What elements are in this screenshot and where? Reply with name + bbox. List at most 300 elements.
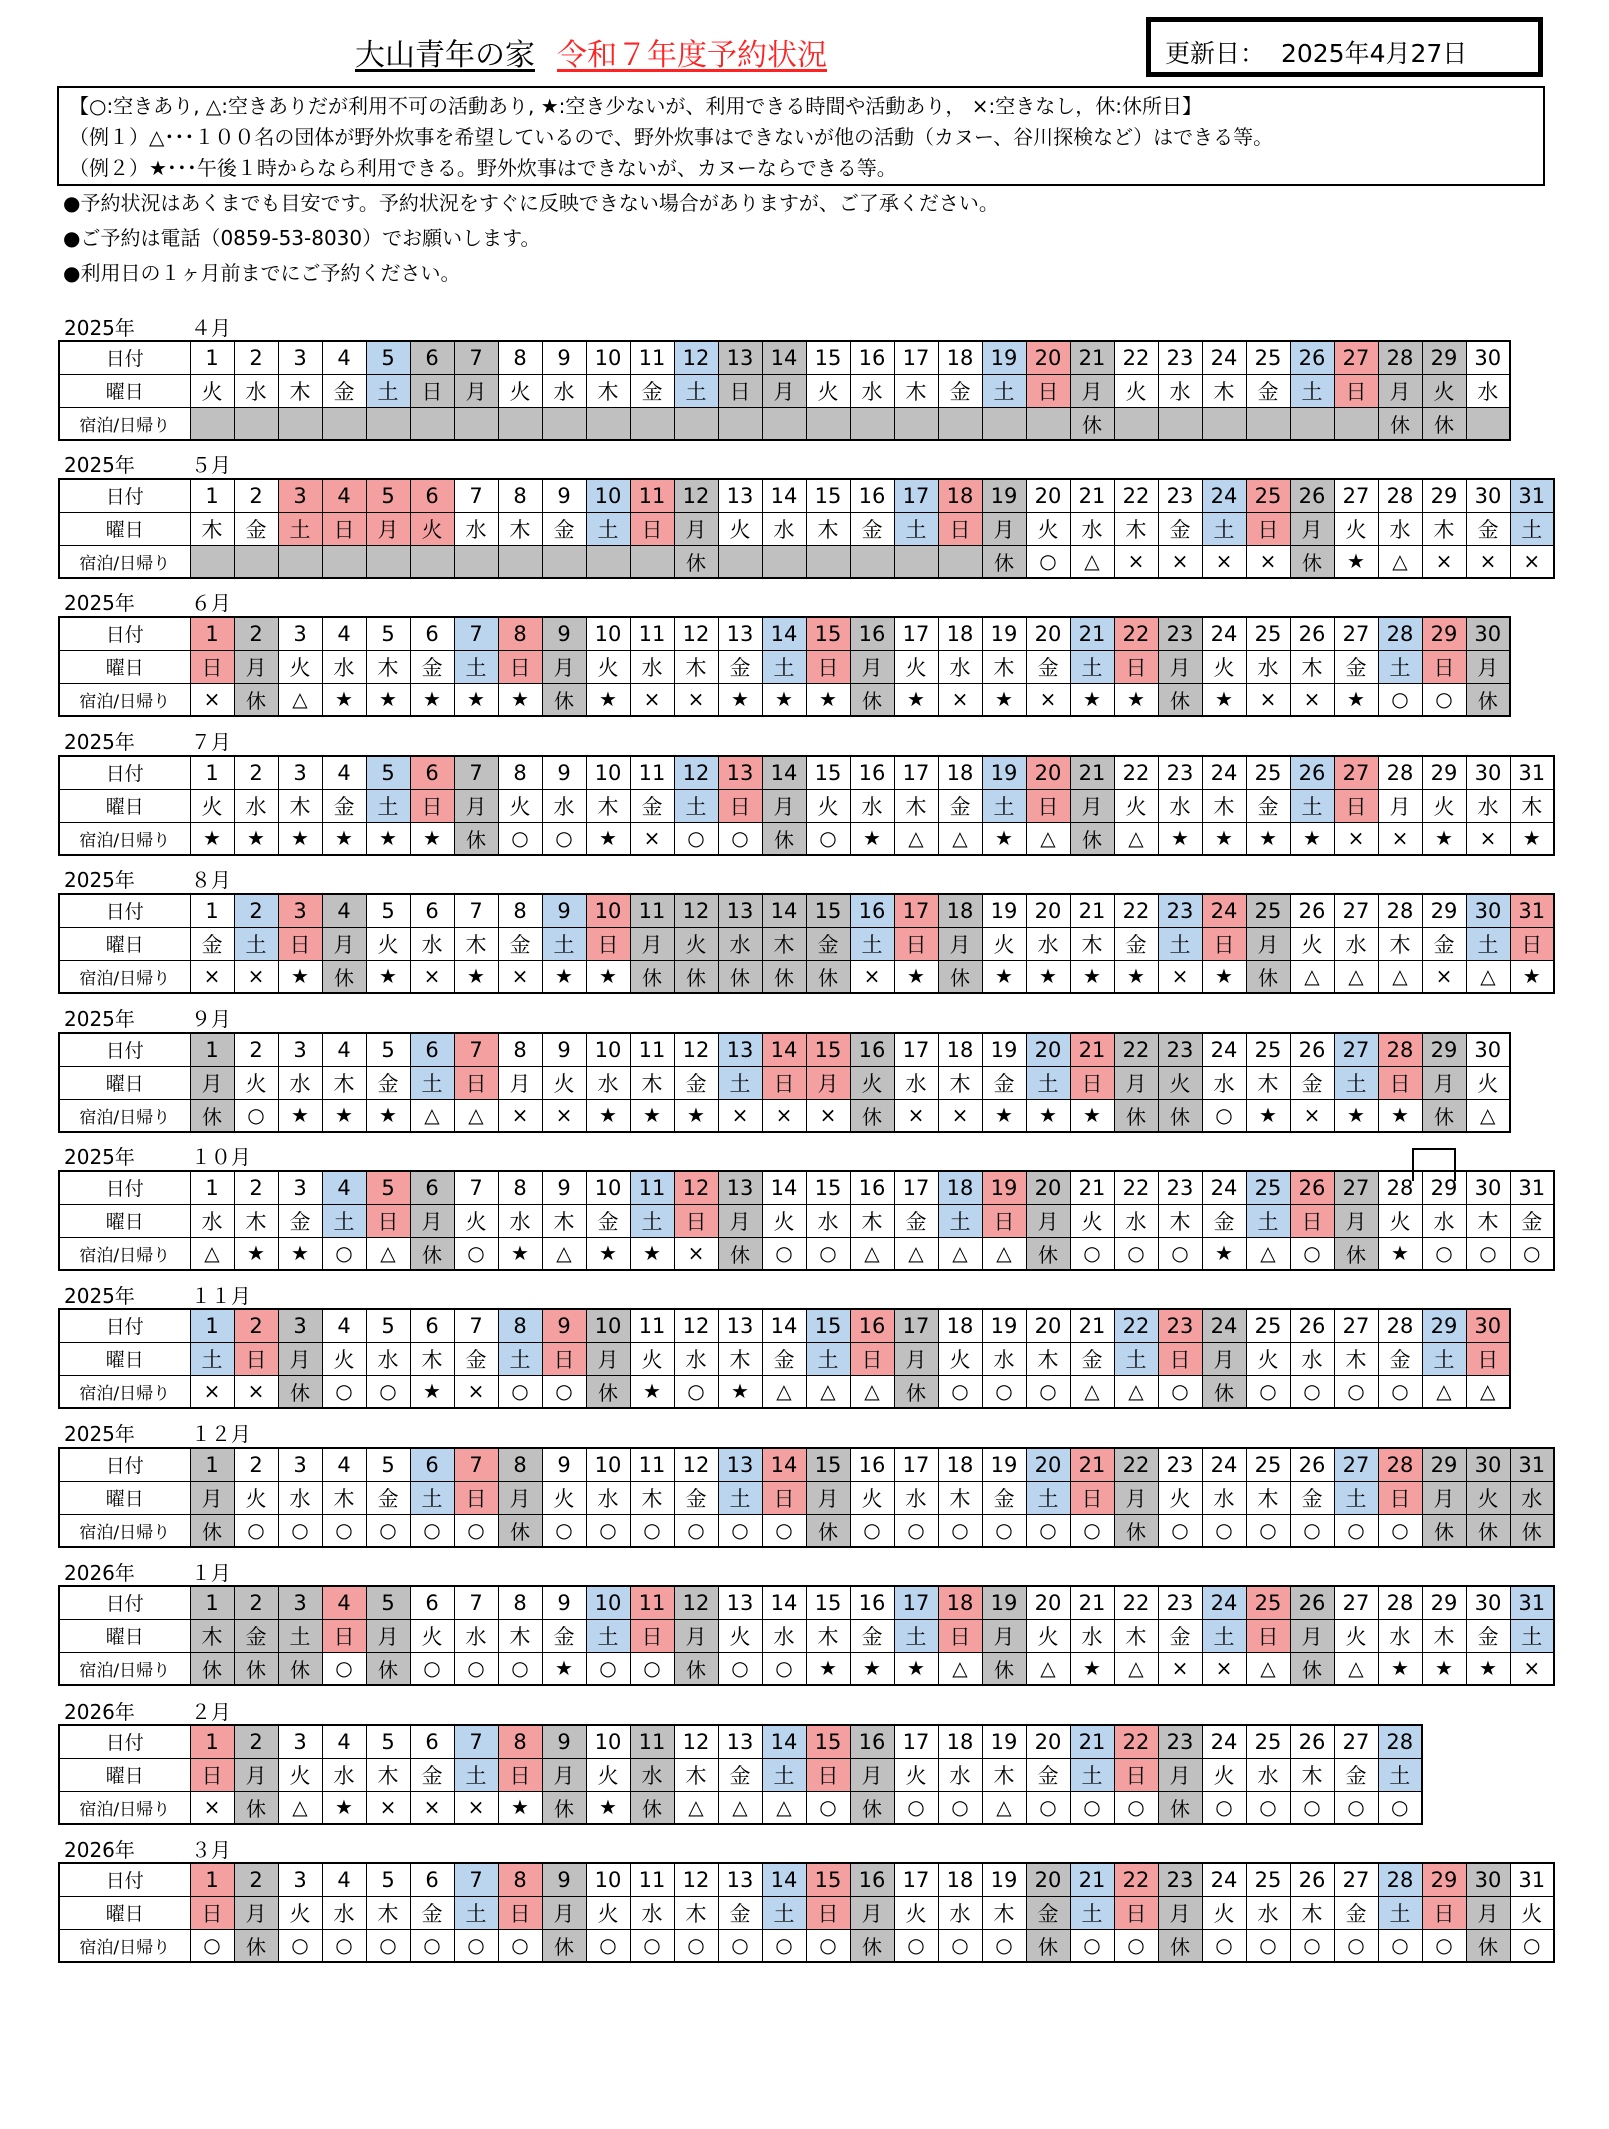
weekday-row (59, 374, 1510, 407)
date-cell: 29 (1422, 479, 1466, 512)
date-cell: 11 (630, 1863, 674, 1896)
status-cell (850, 407, 894, 440)
status-cell: ○ (1422, 1929, 1466, 1962)
status-cell: 休 (806, 1514, 850, 1547)
date-cell: 2 (234, 617, 278, 650)
date-cell: 27 (1334, 894, 1378, 927)
weekday-cell: 水 (762, 512, 806, 545)
weekday-cell: 火 (762, 1204, 806, 1237)
weekday-cell: 土 (718, 1066, 762, 1099)
weekday-cell: 土 (938, 1204, 982, 1237)
status-cell: ○ (410, 1514, 454, 1547)
status-cell: ○ (454, 1929, 498, 1962)
status-cell: ○ (1246, 1514, 1290, 1547)
weekday-cell: 日 (938, 512, 982, 545)
month-calendar-table (58, 1308, 1511, 1409)
status-cell: ○ (322, 1237, 366, 1270)
date-row-label: 日付 (59, 341, 190, 374)
status-cell: △ (762, 1791, 806, 1824)
status-cell: ○ (1290, 1514, 1334, 1547)
weekday-cell: 土 (982, 789, 1026, 822)
weekday-cell: 土 (1202, 1619, 1246, 1652)
weekday-cell: 金 (1334, 650, 1378, 683)
date-cell: 2 (234, 479, 278, 512)
month-calendar-table (58, 340, 1511, 441)
weekday-cell: 月 (366, 1619, 410, 1652)
status-cell: 休 (1026, 1237, 1070, 1270)
month-heading (64, 312, 231, 341)
status-cell: ○ (1334, 1514, 1378, 1547)
weekday-cell: 日 (806, 1896, 850, 1929)
weekday-cell: 月 (410, 1204, 454, 1237)
status-cell: ★ (278, 1099, 322, 1132)
date-cell: 14 (762, 1725, 806, 1758)
status-cell: 休 (1466, 1514, 1510, 1547)
date-cell: 27 (1334, 1171, 1378, 1204)
status-cell: ★ (1070, 1099, 1114, 1132)
weekday-cell: 水 (762, 1619, 806, 1652)
date-cell: 19 (982, 1033, 1026, 1066)
weekday-cell: 土 (806, 1342, 850, 1375)
weekday-cell: 月 (1158, 1758, 1202, 1791)
fiscal-year-title: 令和７年度予約状況 (557, 38, 827, 73)
weekday-cell: 火 (982, 927, 1026, 960)
weekday-cell: 金 (410, 1758, 454, 1791)
month-heading (64, 1696, 231, 1725)
status-cell: 休 (982, 545, 1026, 578)
status-row (59, 1514, 1554, 1547)
status-cell: △ (1466, 960, 1510, 993)
weekday-cell: 金 (1246, 374, 1290, 407)
weekday-cell: 日 (718, 374, 762, 407)
weekday-row-label: 曜日 (59, 1896, 190, 1929)
date-cell: 15 (806, 1586, 850, 1619)
weekday-cell: 水 (850, 374, 894, 407)
weekday-cell: 木 (850, 1204, 894, 1237)
status-cell: ○ (1070, 1791, 1114, 1824)
date-cell: 6 (410, 1448, 454, 1481)
status-cell: △ (894, 822, 938, 855)
weekday-cell: 水 (1070, 512, 1114, 545)
status-cell: × (190, 960, 234, 993)
date-cell: 1 (190, 479, 234, 512)
weekday-cell: 木 (190, 512, 234, 545)
status-cell: 休 (234, 1929, 278, 1962)
status-cell: 休 (1422, 1514, 1466, 1547)
date-cell: 22 (1114, 756, 1158, 789)
weekday-cell: 水 (542, 789, 586, 822)
status-row-label: 宿泊/日帰り (59, 960, 190, 993)
date-cell: 29 (1422, 617, 1466, 650)
weekday-cell: 火 (1466, 1481, 1510, 1514)
status-cell (278, 545, 322, 578)
date-cell: 10 (586, 1448, 630, 1481)
status-cell: 休 (762, 960, 806, 993)
month-label: １２月 (190, 1422, 251, 1446)
weekday-row (59, 1204, 1554, 1237)
date-cell: 24 (1202, 1448, 1246, 1481)
date-cell: 20 (1026, 1309, 1070, 1342)
status-cell: ★ (366, 822, 410, 855)
weekday-cell: 日 (850, 1342, 894, 1375)
weekday-cell: 水 (234, 789, 278, 822)
weekday-cell: 金 (1114, 927, 1158, 960)
status-cell: ★ (1026, 1099, 1070, 1132)
status-cell: 休 (498, 1514, 542, 1547)
date-cell: 17 (894, 617, 938, 650)
date-cell: 12 (674, 1448, 718, 1481)
status-cell: ○ (1510, 1929, 1554, 1962)
weekday-cell: 水 (1378, 512, 1422, 545)
status-cell: △ (850, 1375, 894, 1408)
status-cell: ○ (586, 1652, 630, 1685)
weekday-cell: 日 (1114, 1758, 1158, 1791)
weekday-cell: 火 (322, 1342, 366, 1375)
date-cell: 30 (1466, 1171, 1510, 1204)
date-cell: 19 (982, 894, 1026, 927)
date-cell: 16 (850, 341, 894, 374)
status-cell: 休 (234, 1791, 278, 1824)
status-cell: ○ (542, 822, 586, 855)
weekday-cell: 木 (366, 1758, 410, 1791)
date-cell: 9 (542, 894, 586, 927)
status-cell: ○ (982, 1375, 1026, 1408)
date-cell: 12 (674, 1725, 718, 1758)
weekday-row (59, 650, 1510, 683)
weekday-row (59, 1758, 1422, 1791)
date-cell: 6 (410, 1033, 454, 1066)
weekday-cell: 月 (982, 512, 1026, 545)
status-cell: ○ (718, 822, 762, 855)
status-cell: 休 (1422, 1099, 1466, 1132)
weekday-cell: 月 (806, 1066, 850, 1099)
weekday-cell: 日 (1114, 1896, 1158, 1929)
weekday-cell: 月 (542, 1758, 586, 1791)
date-cell: 10 (586, 756, 630, 789)
date-cell: 7 (454, 1171, 498, 1204)
weekday-cell: 火 (850, 1481, 894, 1514)
weekday-cell: 日 (1158, 1342, 1202, 1375)
weekday-cell: 土 (762, 1896, 806, 1929)
weekday-cell: 木 (894, 789, 938, 822)
weekday-cell: 土 (278, 512, 322, 545)
weekday-cell: 火 (454, 1204, 498, 1237)
status-cell: ○ (762, 1514, 806, 1547)
weekday-cell: 日 (410, 789, 454, 822)
status-cell: ○ (1070, 1514, 1114, 1547)
weekday-cell: 金 (1422, 927, 1466, 960)
date-cell: 18 (938, 479, 982, 512)
status-cell: 休 (410, 1237, 454, 1270)
date-row-label: 日付 (59, 894, 190, 927)
weekday-cell: 土 (1114, 1342, 1158, 1375)
status-cell: ○ (1246, 1791, 1290, 1824)
status-row (59, 1652, 1554, 1685)
weekday-cell: 火 (1202, 650, 1246, 683)
status-cell: ★ (586, 822, 630, 855)
status-cell: 休 (1290, 1652, 1334, 1685)
date-cell: 16 (850, 1725, 894, 1758)
status-cell: ○ (366, 1375, 410, 1408)
date-cell: 30 (1466, 479, 1510, 512)
weekday-cell: 水 (1158, 789, 1202, 822)
status-cell: △ (894, 1237, 938, 1270)
weekday-cell: 月 (894, 1342, 938, 1375)
weekday-cell: 水 (1378, 1619, 1422, 1652)
date-cell: 21 (1070, 341, 1114, 374)
status-cell: ○ (410, 1929, 454, 1962)
status-cell: ★ (1466, 1652, 1510, 1685)
weekday-cell: 火 (498, 789, 542, 822)
weekday-cell: 木 (1246, 1066, 1290, 1099)
year-label: 2025年 (64, 591, 135, 615)
weekday-cell: 月 (982, 1619, 1026, 1652)
status-cell: ○ (278, 1514, 322, 1547)
date-cell: 26 (1290, 1171, 1334, 1204)
weekday-cell: 土 (1202, 512, 1246, 545)
status-cell (498, 407, 542, 440)
date-cell: 19 (982, 617, 1026, 650)
weekday-cell: 土 (366, 789, 410, 822)
status-cell: △ (1026, 822, 1070, 855)
date-cell: 20 (1026, 894, 1070, 927)
month-heading (64, 1418, 251, 1447)
weekday-cell: 木 (762, 927, 806, 960)
date-cell: 18 (938, 341, 982, 374)
status-cell: ○ (630, 1652, 674, 1685)
weekday-cell: 金 (1290, 1481, 1334, 1514)
date-cell: 20 (1026, 1033, 1070, 1066)
status-cell: ★ (1334, 683, 1378, 716)
date-cell: 1 (190, 341, 234, 374)
date-cell: 24 (1202, 1033, 1246, 1066)
weekday-cell: 月 (190, 1066, 234, 1099)
date-cell: 8 (498, 1863, 542, 1896)
status-cell: ★ (278, 822, 322, 855)
date-cell: 23 (1158, 341, 1202, 374)
status-cell: ★ (850, 1652, 894, 1685)
date-cell: 2 (234, 1448, 278, 1481)
weekday-cell: 土 (586, 1619, 630, 1652)
weekday-cell: 土 (1070, 1896, 1114, 1929)
weekday-cell: 火 (1026, 1619, 1070, 1652)
date-cell: 2 (234, 1033, 278, 1066)
status-cell (366, 545, 410, 578)
status-cell: △ (542, 1237, 586, 1270)
weekday-cell: 月 (1158, 1896, 1202, 1929)
weekday-cell: 月 (454, 374, 498, 407)
date-cell: 23 (1158, 479, 1202, 512)
weekday-cell: 日 (1290, 1204, 1334, 1237)
weekday-cell: 土 (234, 927, 278, 960)
weekday-cell: 火 (410, 512, 454, 545)
weekday-cell: 火 (1334, 1619, 1378, 1652)
weekday-cell: 木 (1378, 927, 1422, 960)
year-label: 2025年 (64, 1422, 135, 1446)
weekday-cell: 土 (1290, 789, 1334, 822)
status-cell: ○ (894, 1514, 938, 1547)
month-heading (64, 1141, 251, 1170)
status-cell: △ (1114, 822, 1158, 855)
date-cell: 10 (586, 617, 630, 650)
date-cell: 26 (1290, 1586, 1334, 1619)
status-cell: ○ (190, 1929, 234, 1962)
weekday-cell: 水 (366, 1342, 410, 1375)
weekday-row-label: 曜日 (59, 1342, 190, 1375)
date-cell: 18 (938, 1309, 982, 1342)
status-cell: ○ (1378, 1929, 1422, 1962)
date-cell: 17 (894, 479, 938, 512)
date-cell: 28 (1378, 617, 1422, 650)
weekday-cell: 月 (1026, 1204, 1070, 1237)
date-cell: 19 (982, 1171, 1026, 1204)
weekday-cell: 木 (498, 512, 542, 545)
date-cell: 19 (982, 1586, 1026, 1619)
date-cell: 24 (1202, 1586, 1246, 1619)
date-cell: 1 (190, 756, 234, 789)
status-cell: ○ (806, 1791, 850, 1824)
weekday-cell: 月 (806, 1481, 850, 1514)
month-heading (64, 449, 231, 478)
status-row (59, 1099, 1510, 1132)
status-cell (498, 545, 542, 578)
month-label: １１月 (190, 1284, 251, 1308)
status-cell: 休 (630, 1791, 674, 1824)
weekday-cell: 火 (190, 374, 234, 407)
date-cell: 1 (190, 1309, 234, 1342)
date-cell: 1 (190, 894, 234, 927)
weekday-cell: 月 (850, 1896, 894, 1929)
status-cell: ★ (630, 1099, 674, 1132)
weekday-cell: 月 (498, 1481, 542, 1514)
weekday-cell: 木 (1334, 1342, 1378, 1375)
status-cell: ★ (894, 960, 938, 993)
status-row-label: 宿泊/日帰り (59, 1652, 190, 1685)
weekday-cell: 金 (454, 1342, 498, 1375)
status-cell: ○ (454, 1652, 498, 1685)
status-cell: × (366, 1791, 410, 1824)
date-cell: 26 (1290, 756, 1334, 789)
weekday-cell: 土 (1334, 1481, 1378, 1514)
weekday-cell: 火 (1466, 1066, 1510, 1099)
weekday-row (59, 1896, 1554, 1929)
date-cell: 23 (1158, 1863, 1202, 1896)
status-cell: 休 (674, 1652, 718, 1685)
weekday-cell: 火 (718, 512, 762, 545)
status-cell: ○ (674, 822, 718, 855)
date-cell: 11 (630, 894, 674, 927)
status-cell: △ (674, 1791, 718, 1824)
weekday-cell: 火 (850, 1066, 894, 1099)
weekday-cell: 土 (630, 1204, 674, 1237)
date-cell: 1 (190, 1448, 234, 1481)
weekday-cell: 月 (1202, 1342, 1246, 1375)
weekday-cell: 月 (850, 1758, 894, 1791)
weekday-cell: 日 (1378, 1066, 1422, 1099)
date-cell: 19 (982, 479, 1026, 512)
status-cell: ○ (1378, 683, 1422, 716)
weekday-cell: 木 (1246, 1481, 1290, 1514)
status-cell: △ (850, 1237, 894, 1270)
status-cell: ★ (234, 822, 278, 855)
date-cell: 17 (894, 756, 938, 789)
status-cell: 休 (190, 1514, 234, 1547)
status-cell: 休 (1158, 1099, 1202, 1132)
weekday-cell: 金 (190, 927, 234, 960)
date-cell: 13 (718, 1863, 762, 1896)
status-cell: ○ (1334, 1791, 1378, 1824)
weekday-row-label: 曜日 (59, 927, 190, 960)
date-cell: 21 (1070, 756, 1114, 789)
date-cell: 9 (542, 1448, 586, 1481)
weekday-cell: 土 (674, 374, 718, 407)
status-cell: △ (1070, 545, 1114, 578)
date-cell: 4 (322, 1448, 366, 1481)
status-cell: 休 (234, 683, 278, 716)
weekday-cell: 金 (1466, 512, 1510, 545)
weekday-cell: 日 (586, 927, 630, 960)
weekday-cell: 木 (938, 1066, 982, 1099)
weekday-cell: 日 (1026, 789, 1070, 822)
date-cell: 11 (630, 756, 674, 789)
weekday-cell: 火 (674, 927, 718, 960)
status-cell: △ (1114, 1375, 1158, 1408)
date-cell: 15 (806, 1033, 850, 1066)
status-row-label: 宿泊/日帰り (59, 407, 190, 440)
status-row-label: 宿泊/日帰り (59, 683, 190, 716)
status-cell: ★ (894, 683, 938, 716)
weekday-cell: 金 (982, 1066, 1026, 1099)
weekday-cell: 土 (1070, 650, 1114, 683)
year-label: 2025年 (64, 1145, 135, 1169)
weekday-cell: 月 (542, 650, 586, 683)
status-cell: 休 (586, 1375, 630, 1408)
status-cell: ★ (1378, 1652, 1422, 1685)
status-cell: 休 (322, 960, 366, 993)
update-date: 2025年4月27日 (1280, 39, 1468, 68)
weekday-cell: 火 (366, 927, 410, 960)
date-cell: 7 (454, 756, 498, 789)
date-cell: 25 (1246, 479, 1290, 512)
date-cell: 13 (718, 894, 762, 927)
date-cell: 5 (366, 756, 410, 789)
status-row (59, 1375, 1510, 1408)
weekday-cell: 木 (674, 1896, 718, 1929)
status-cell: ★ (542, 960, 586, 993)
status-cell: ○ (938, 1514, 982, 1547)
status-cell: ○ (850, 1514, 894, 1547)
status-cell: ○ (1290, 1375, 1334, 1408)
status-cell: △ (454, 1099, 498, 1132)
status-cell: 休 (1466, 1929, 1510, 1962)
date-cell: 17 (894, 1586, 938, 1619)
date-cell: 29 (1422, 756, 1466, 789)
status-cell: ★ (762, 683, 806, 716)
weekday-cell: 月 (1158, 650, 1202, 683)
status-cell: ★ (1378, 1237, 1422, 1270)
status-cell (938, 545, 982, 578)
date-cell: 11 (630, 1033, 674, 1066)
date-cell: 20 (1026, 1586, 1070, 1619)
weekday-cell: 火 (1510, 1896, 1554, 1929)
weekday-cell: 日 (322, 512, 366, 545)
date-cell: 18 (938, 617, 982, 650)
weekday-cell: 木 (234, 1204, 278, 1237)
month-calendar-table (58, 1170, 1555, 1271)
weekday-cell: 木 (1290, 1758, 1334, 1791)
status-cell: ○ (762, 1237, 806, 1270)
date-cell: 27 (1334, 1309, 1378, 1342)
